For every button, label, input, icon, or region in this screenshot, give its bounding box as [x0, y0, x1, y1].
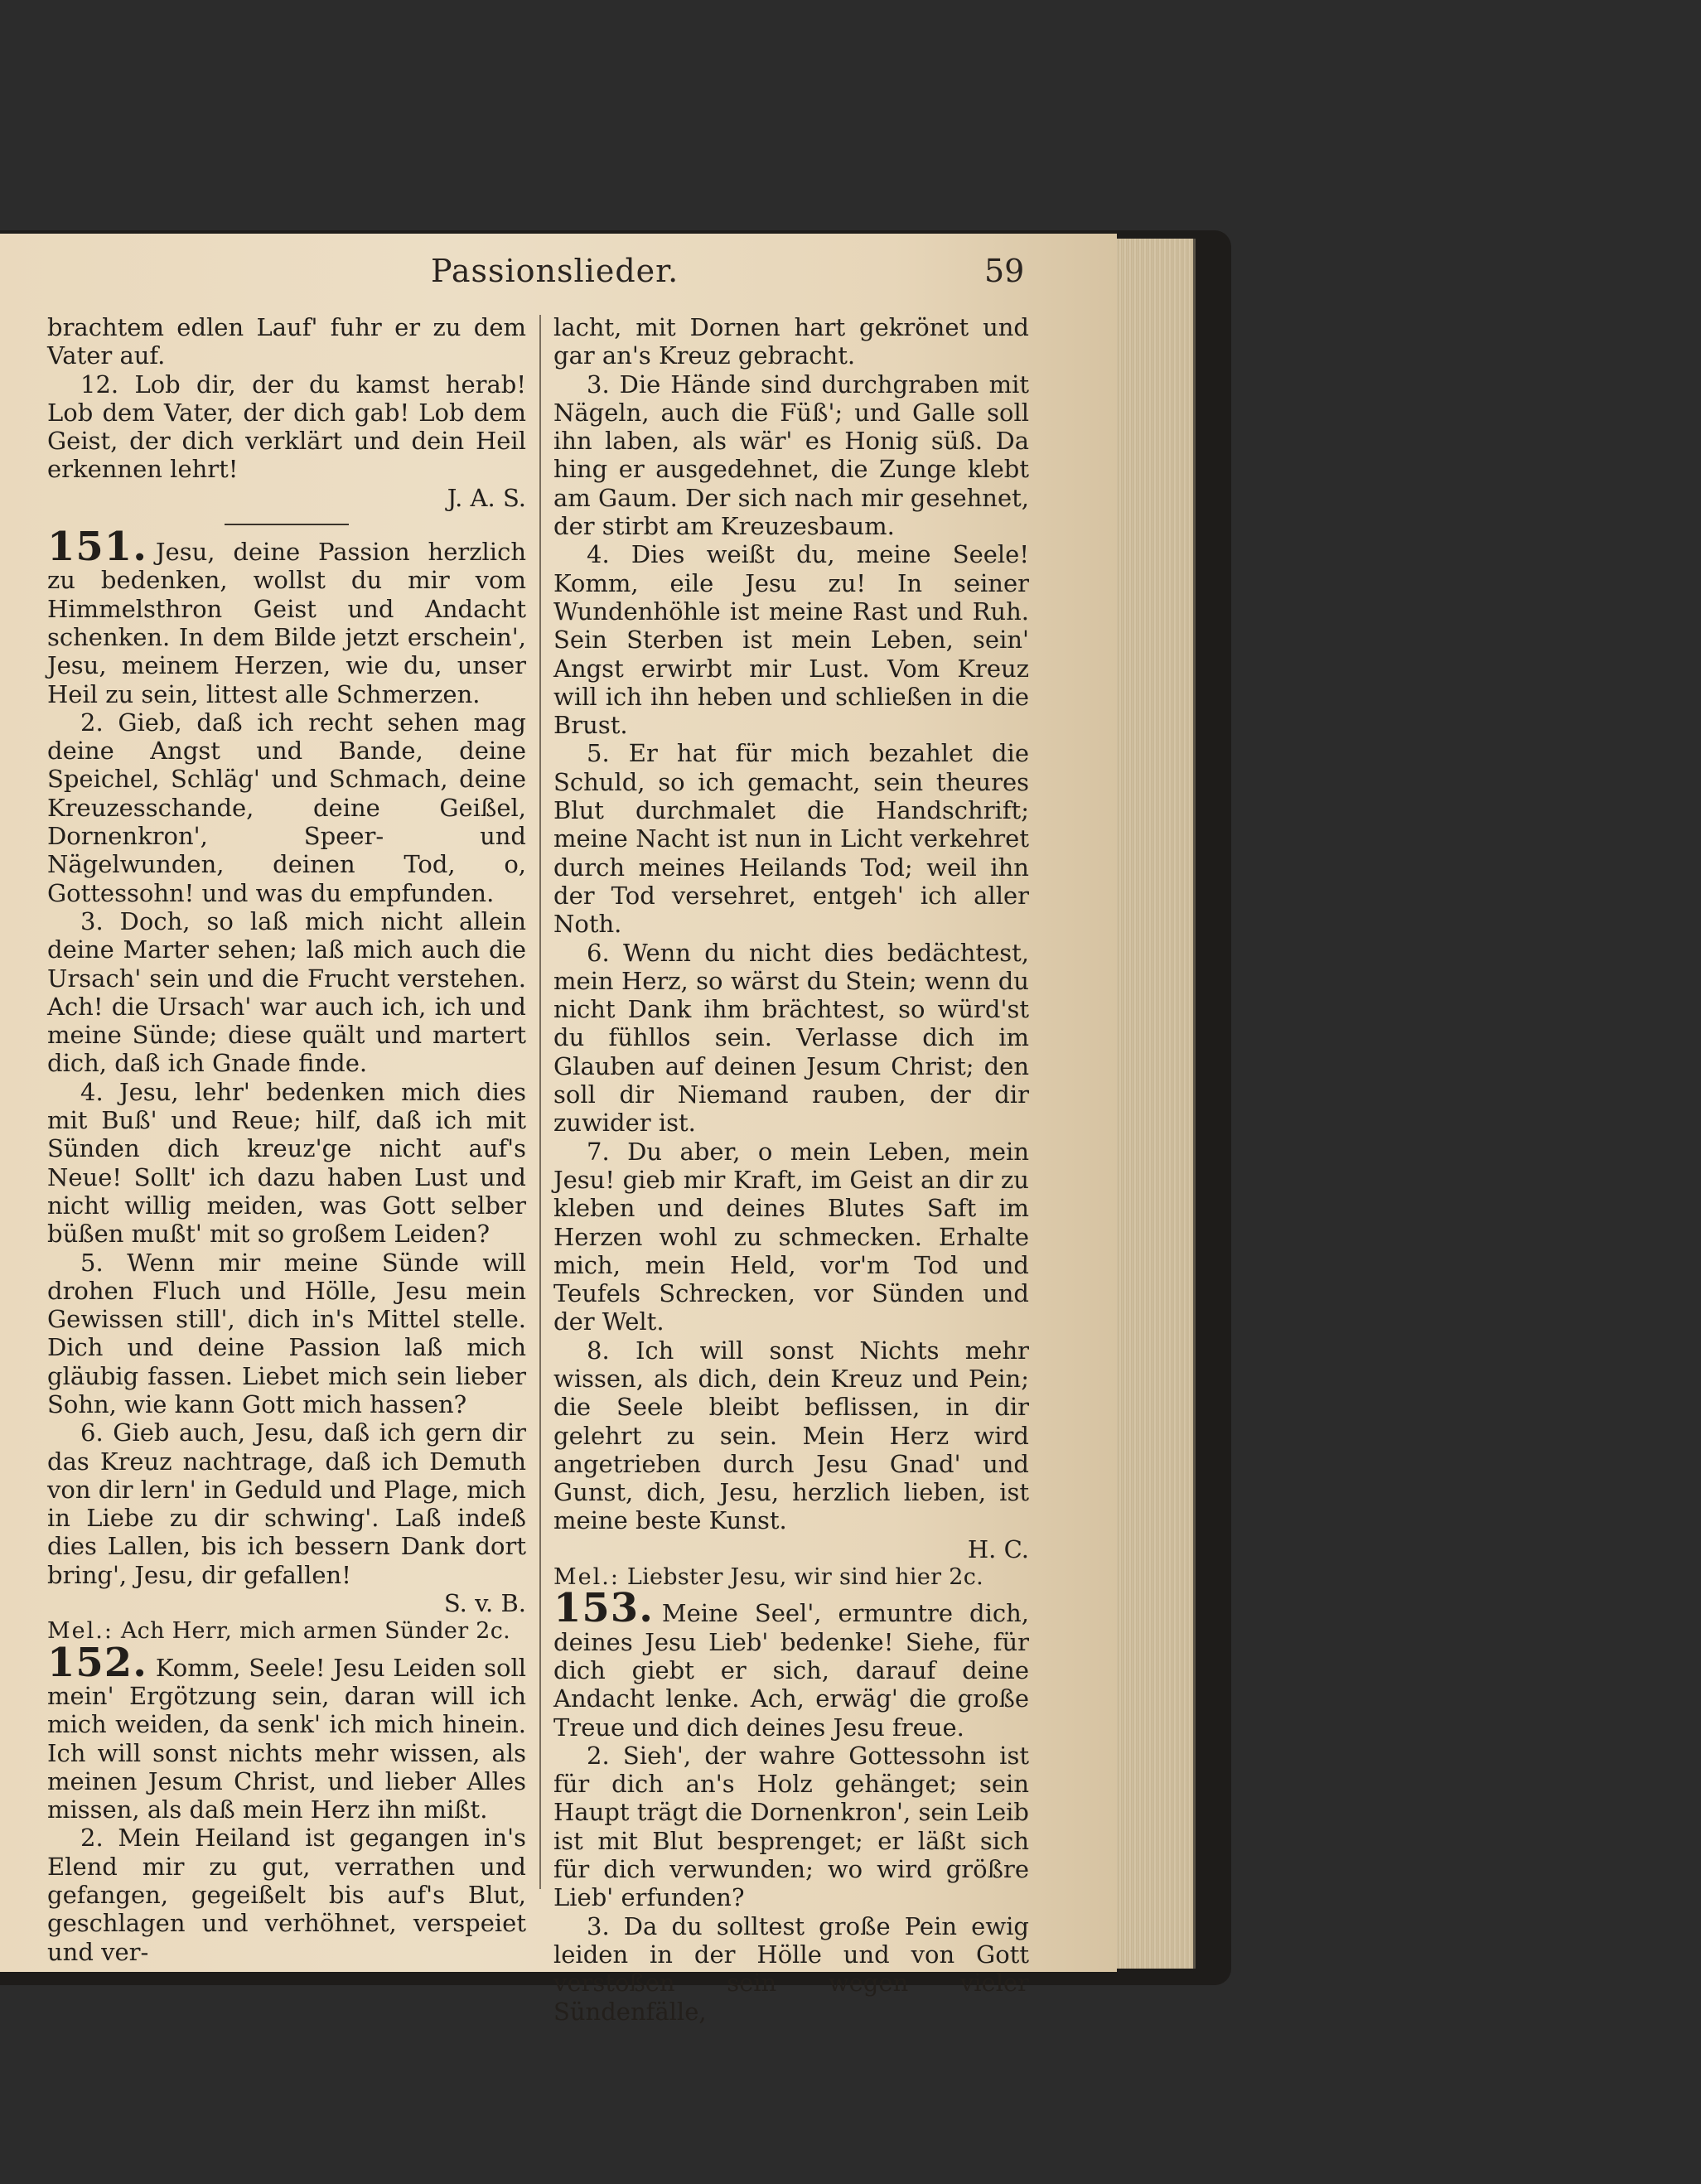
verse: 2. Mein Heiland ist gegangen in's Elend mir zu gut, verrathen und gefangen, gegeißelt bis auf's Blut, geschlagen und verhöhnet, verspeiet und ver-: [47, 1824, 526, 1966]
right-column: [553, 313, 1029, 2026]
verse: 6. Wenn du nicht dies bedächtest, mein Herz, so wärst du Stein; wenn du nicht Dank ihm brächtest, so würd'st du fühllos sein. Verlasse dich im Glauben auf deinen Jesum Christ; den soll dir Niemand rauben, der dir zuwider ist.: [553, 938, 1029, 1138]
verse: 3. Doch, so laß mich nicht allein deine Marter sehen; laß mich auch die Ursach' sein und die Frucht verstehen. Ach! die Ursach' war auch ich, ich und meine Sünde; diese quält und martert dich, daß ich Gnade finde.: [47, 906, 526, 1078]
verse: 2. Gieb, daß ich recht sehen mag deine Angst und Bande, deine Speichel, Schläg' und Schmach, deine Kreuzesschande, deine Geißel, Dornenkron', Speer- und Nägelwunden, deinen Tod, o, Gottessohn! und was du empfunden.: [47, 708, 526, 907]
verse: 8. Ich will sonst Nichts mehr wissen, als dich, dein Kreuz und Pein; die Seele bleibt beflissen, in dir gelehrt zu sein. Mein Herz wird angetrieben durch Jesu Gnad' und Gunst, dich, Jesu, herzlich lieben, ist meine beste Kunst.: [553, 1336, 1029, 1535]
hymn-number: 152.: [47, 1639, 147, 1686]
hymn-number: 151.: [47, 524, 147, 571]
melody-tune: Liebster Jesu, wir sind hier 2c.: [626, 1564, 984, 1591]
hymn-verse: [47, 1639, 526, 1824]
verse: 3. Da du solltest große Pein ewig leiden in der Hölle und von Gott verstoßen sein wegen vieler Sündenfälle,: [553, 1911, 1029, 2026]
hymn-verse: [47, 524, 526, 708]
continuation-text: brachtem edlen Lauf' fuhr er zu dem Vater auf.: [47, 313, 526, 370]
verse: 4. Jesu, lehr' bedenken mich dies mit Buß' und Reue; hilf, daß ich mit Sünden dich kreuz'ge nicht auf's Neue! Sollt' ich dazu haben Lust und nicht willig meiden, was Gott selber büßen mußt' mit so großem Leiden?: [47, 1077, 526, 1249]
hymn-number: 153.: [553, 1585, 654, 1632]
hymn-verse: [553, 1585, 1029, 1742]
verse: 12. Lob dir, der du kamst herab! Lob dem Vater, der dich gab! Lob dem Geist, der dich verklärt und dein Heil erkennen lehrt!: [47, 370, 526, 484]
melody-tune: Ach Herr, mich armen Sünder 2c.: [120, 1618, 511, 1645]
melody-label: Mel.:: [553, 1564, 620, 1591]
verse: 5. Wenn mir meine Sünde will drohen Fluch und Hölle, Jesu mein Gewissen still', dich in's Mittel stelle. Dich und deine Passion laß mich gläubig fassen. Liebet mich sein lieber Sohn, wie kann Gott mich hassen?: [47, 1248, 526, 1418]
verse: 3. Die Hände sind durchgraben mit Nägeln, auch die Füß'; und Galle soll ihn laben, als wär' es Honig süß. Da hing er ausgedehnet, die Zunge klebt am Gaum. Der sich nach mir gesehnet, der stirbt am Kreuzesbaum.: [553, 370, 1029, 541]
hymn-152: [47, 1639, 526, 1824]
hymn-151: [47, 524, 526, 708]
running-head: [0, 253, 1044, 299]
separator-rule: [225, 524, 349, 525]
verse: 5. Er hat für mich bezahlet die Schuld, so ich gemacht, sein theures Blut durchmalet die Handschrift; meine Nacht ist nun in Licht verkehret durch meines Heilands Tod; weil ihn der Tod versehret, entgeh' ich aller Noth.: [553, 739, 1029, 939]
verse: 6. Gieb auch, Jesu, daß ich gern dir das Kreuz nachtrage, daß ich Demuth von dir lern' in Geduld und Plage, mich in Liebe zu dir schwing'. Laß indeß dies Lallen, bis ich bessern Dank dort bring', Jesu, dir gefallen!: [47, 1418, 526, 1589]
verse-text: Jesu, deine Passion herzlich zu bedenken, wollst du mir vom Himmelsthron Geist und Andacht schenken. In dem Bilde jetzt erschein', Jesu, meinem Herzen, wie du, unser Heil zu sein, littest alle Schmerzen.: [47, 538, 526, 708]
verse-text: Meine Seel', ermuntre dich, deines Jesu Lieb' bedenke! Siehe, für dich giebt er sich, darauf deine Andacht lenke. Ach, erwäg' die große Treue und dich deines Jesu freue.: [553, 1599, 1029, 1742]
page-number: 59: [984, 253, 1025, 289]
hymn-author: S. v. B.: [443, 1589, 526, 1618]
verse: 7. Du aber, o mein Leben, mein Jesu! gieb mir Kraft, im Geist an dir zu kleben und deines Blutes Saft im Herzen wohl zu schmecken. Erhalte mich, mein Held, vor'm Tod und Teufels Schrecken, vor Sünden und der Welt.: [553, 1137, 1029, 1336]
left-column: [47, 313, 526, 1966]
verse: 4. Dies weißt du, meine Seele! Komm, eile Jesu zu! In seiner Wundenhöhle ist meine Rast und Ruh. Sein Sterben ist mein Leben, sein' Angst erwirbt mir Lust. Vom Kreuz will ich ihn heben und schließen in die Brust.: [553, 540, 1029, 740]
page-title: Passionslieder.: [431, 253, 679, 289]
melody-label: Mel.:: [47, 1618, 114, 1645]
continuation-text: lacht, mit Dornen hart gekrönet und gar an's Kreuz gebracht.: [553, 313, 1029, 370]
verse-text: Komm, Seele! Jesu Leiden soll mein' Ergötzung sein, daran will ich mich weiden, da senk' ich mich hinein. Ich will sonst nichts mehr wissen, als meinen Jesum Christ, und lieber Alles missen, als daß mein Herz ihn mißt.: [47, 1653, 526, 1824]
hymn-153: [553, 1585, 1029, 1742]
hymn-author: J. A. S.: [447, 483, 526, 512]
column-divider: [539, 315, 541, 1889]
verse: 2. Sieh', der wahre Gottessohn ist für dich an's Holz gehänget; sein Haupt trägt die Dornenkron', sein Leib ist mit Blut besprenget; er läßt sich für dich verwunden; wo wird größre Lieb' erfunden?: [553, 1741, 1029, 1912]
hymn-author: H. C.: [967, 1534, 1029, 1563]
